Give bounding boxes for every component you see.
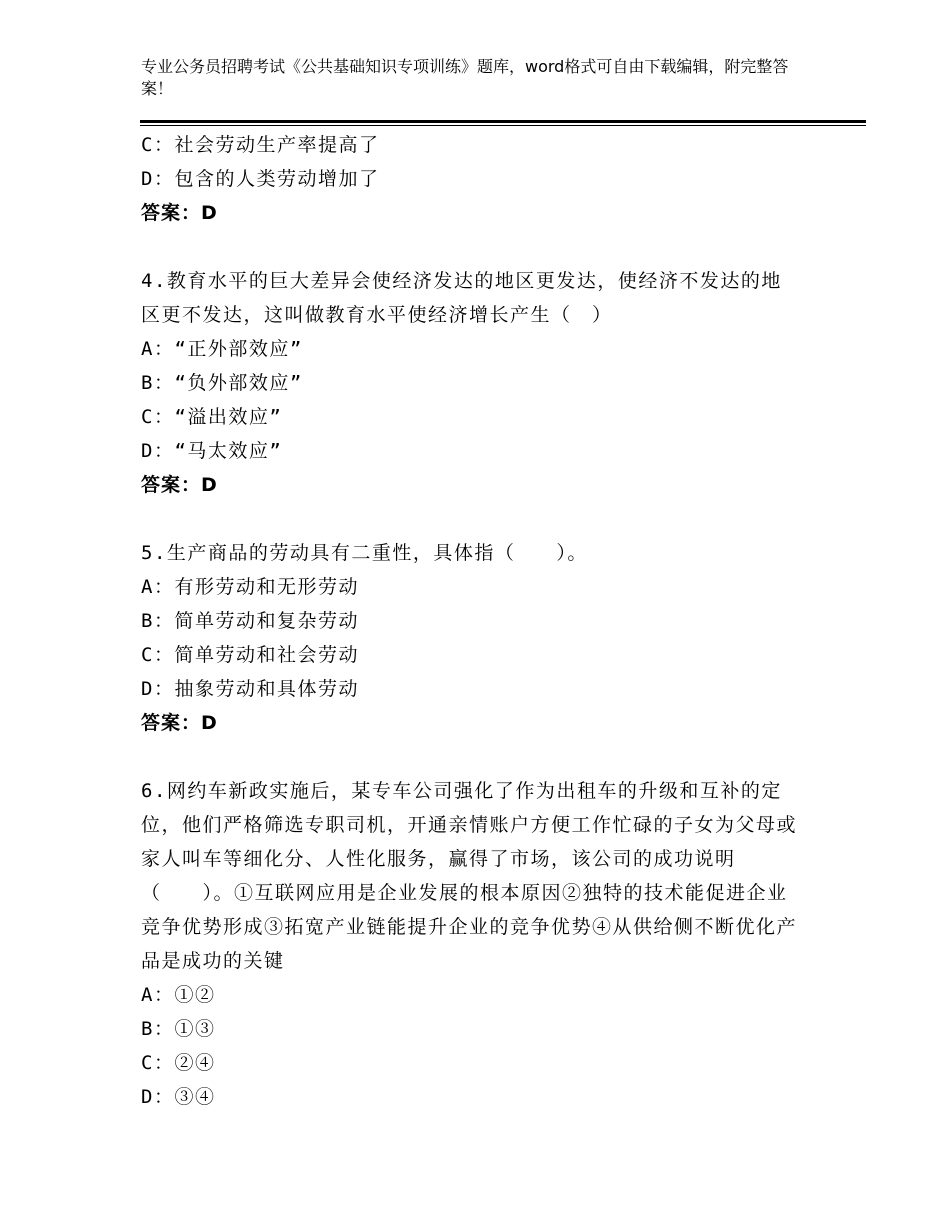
question-5-option-d: D：抽象劳动和具体劳动 [141, 678, 359, 700]
question-3-option-c: C：社会劳动生产率提高了 [141, 134, 380, 156]
question-4-stem: 4.教育水平的巨大差异会使经济发达的地区更发达，使经济不发达的地区更不发达，这叫做教育水平使经济增长产生（ ） [141, 270, 782, 326]
question-4-option-b: B：“负外部效应” [141, 372, 303, 394]
spacer [141, 740, 801, 774]
question-3-answer: 答案：D [141, 202, 218, 224]
question-3-block [141, 128, 801, 230]
question-4-block [141, 264, 801, 502]
question-6-option-a: A：①② [141, 984, 216, 1006]
question-4-answer: 答案：D [141, 474, 218, 496]
question-6-block [141, 774, 801, 1114]
question-5-option-c: C：简单劳动和社会劳动 [141, 644, 359, 666]
spacer [141, 502, 801, 536]
header-rule-thin [140, 125, 866, 126]
question-6-stem: 6.网约车新政实施后，某专车公司强化了作为出租车的升级和互补的定位，他们严格筛选专职司机，开通亲情账户方便工作忙碌的子女为父母或家人叫车等细化分、人性化服务，赢得了市场，该公司的成功说明（ ）。①互联网应用是企业发展的根本原因②独特的技术能促进企业竞争优势形成③拓宽产业链能提升企业的竞争优势④从供给侧不断优化产品是成功的关键 [141, 780, 798, 972]
question-6-option-b: B：①③ [141, 1018, 216, 1040]
question-content [141, 128, 801, 1114]
question-6-option-c: C：②④ [141, 1052, 216, 1074]
question-5-answer: 答案：D [141, 712, 218, 734]
question-6-option-d: D：③④ [141, 1086, 216, 1108]
question-5-block [141, 536, 801, 740]
question-5-option-b: B：简单劳动和复杂劳动 [141, 610, 359, 632]
page-header: 专业公务员招聘考试《公共基础知识专项训练》题库，word格式可自由下载编辑，附完整答案！ [141, 57, 789, 98]
header-rule-thick [140, 120, 866, 123]
question-5-option-a: A：有形劳动和无形劳动 [141, 576, 359, 598]
question-4-option-c: C：“溢出效应” [141, 406, 283, 428]
question-4-option-d: D：“马太效应” [141, 440, 283, 462]
question-3-option-d: D：包含的人类劳动增加了 [141, 168, 380, 190]
question-4-option-a: A：“正外部效应” [141, 338, 303, 360]
spacer [141, 230, 801, 264]
question-5-stem: 5.生产商品的劳动具有二重性，具体指（ ）。 [141, 542, 588, 564]
